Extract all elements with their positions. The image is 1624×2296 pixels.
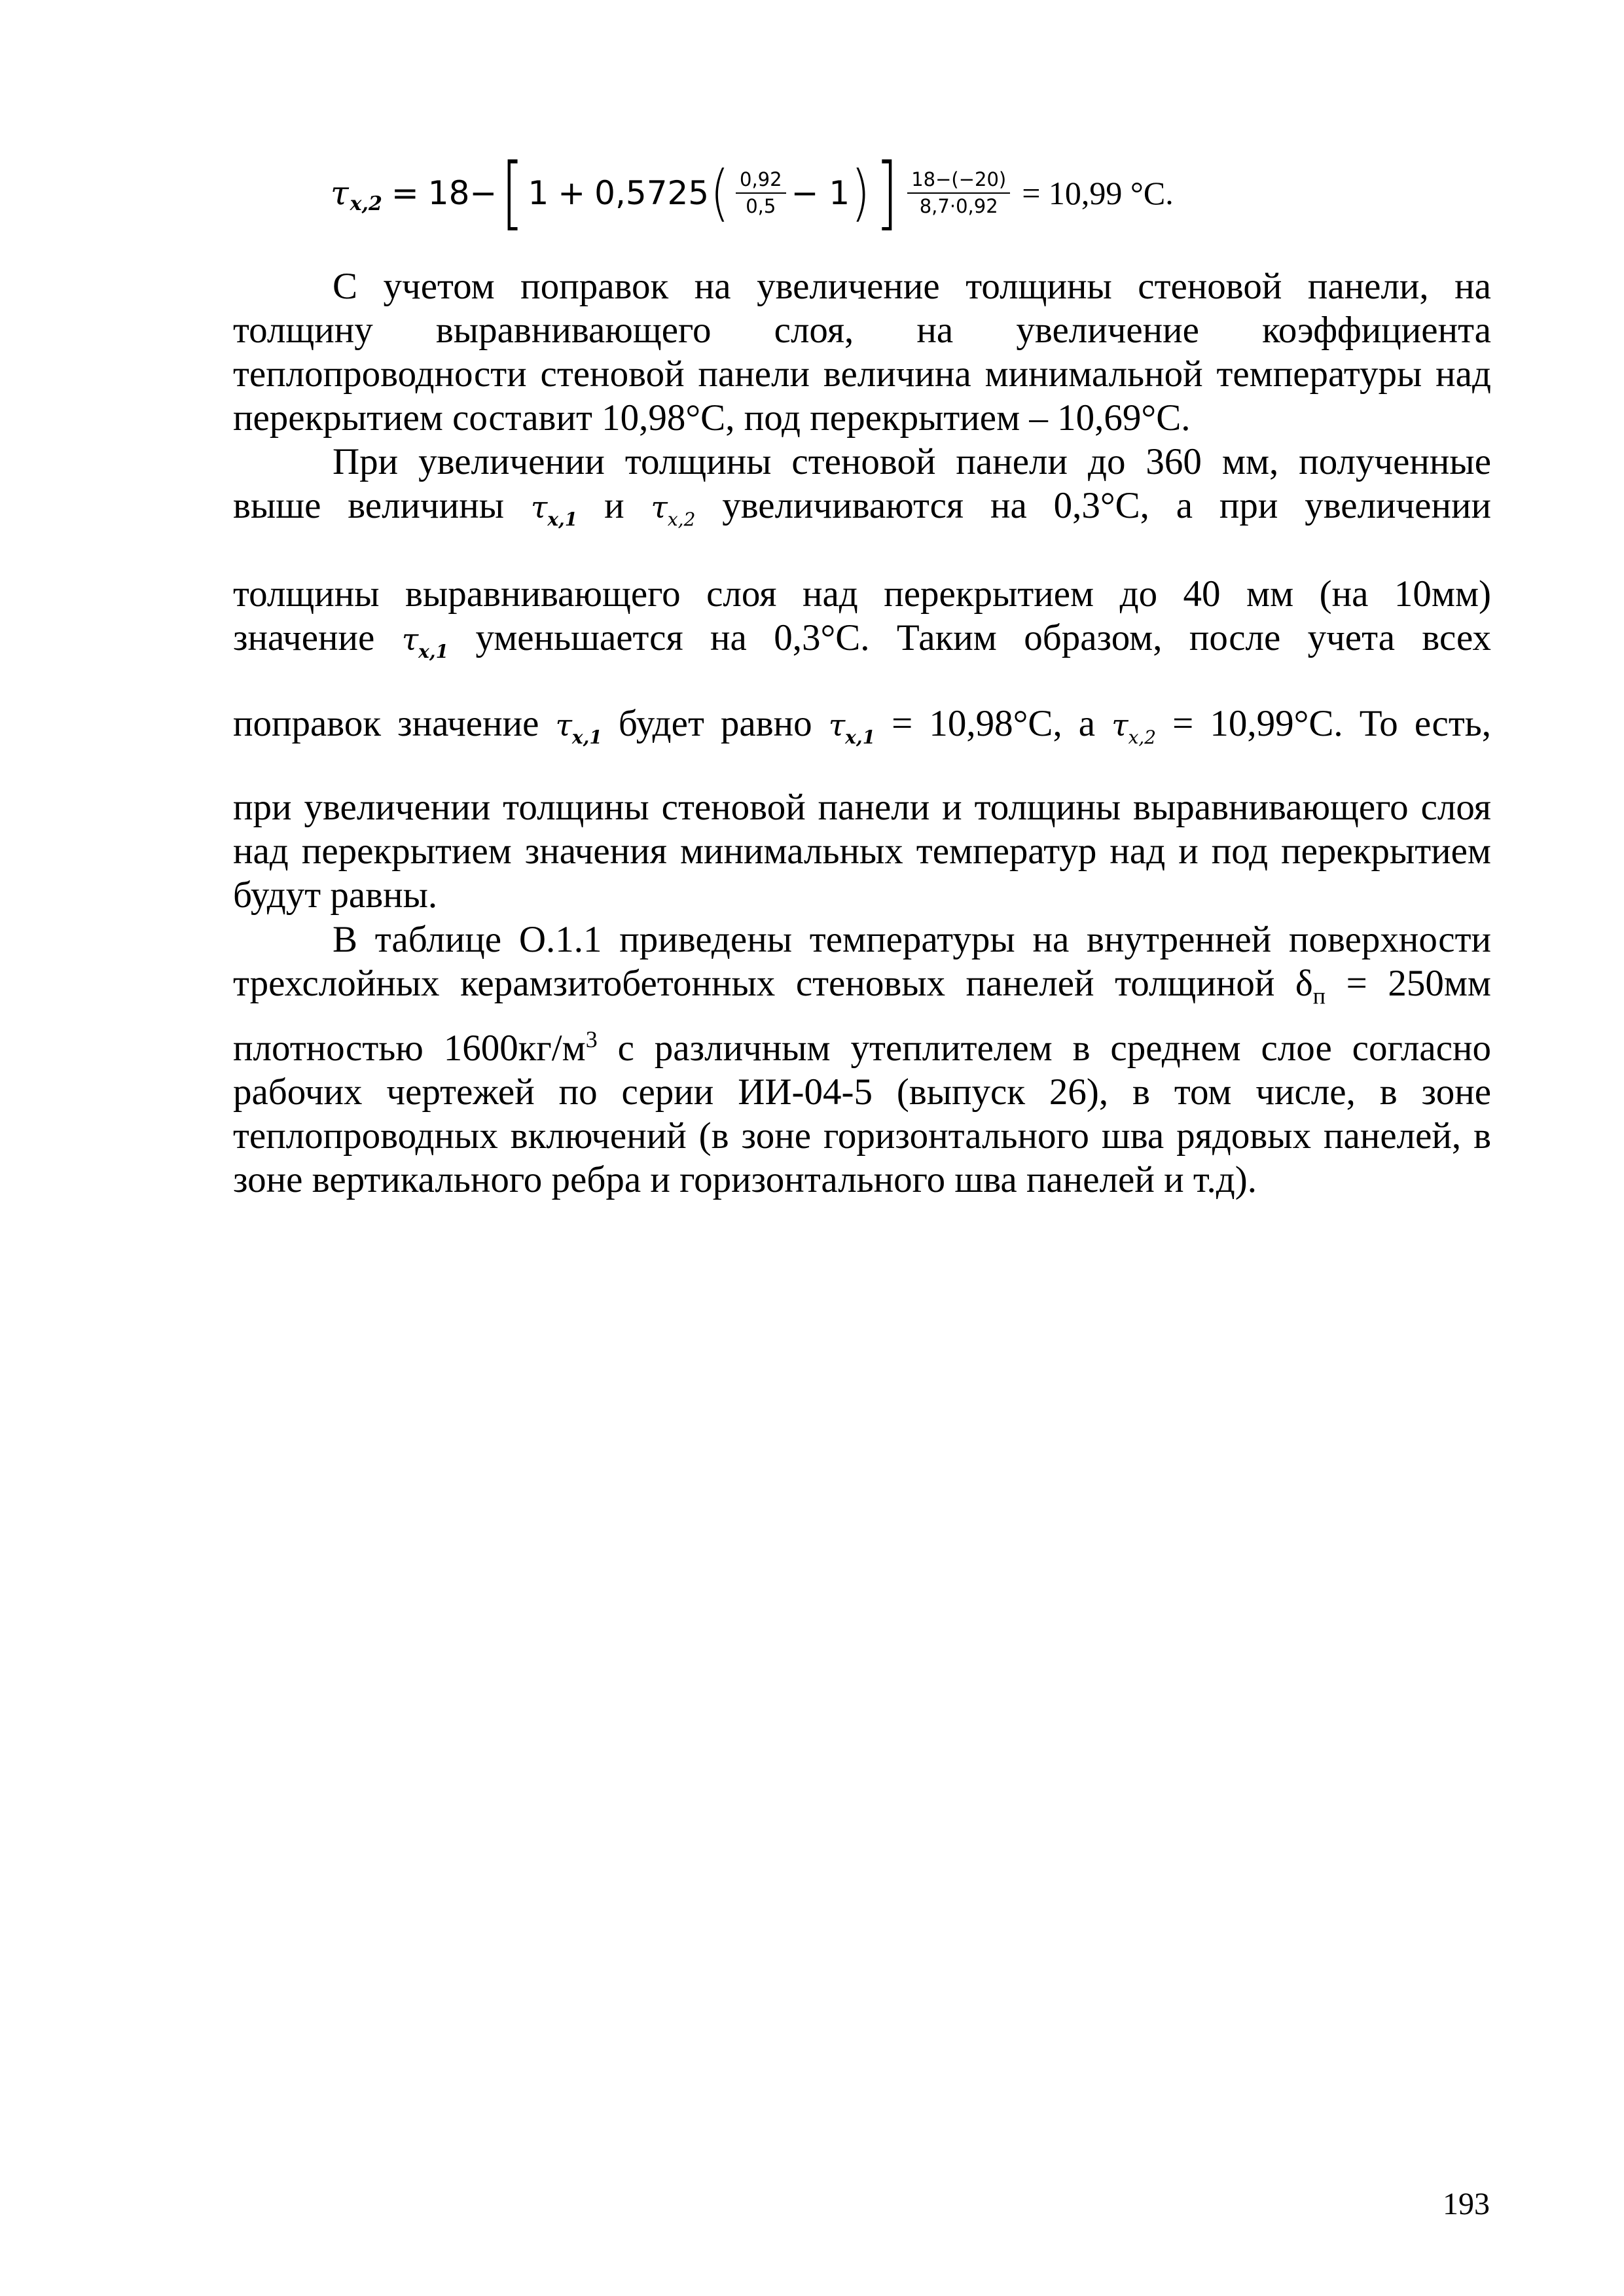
tau-x2-symbol: $\tau_{x,2}$ xyxy=(1111,708,1157,748)
formula-lhs-symbol: τ xyxy=(331,174,349,212)
fraction-2-numerator: 18−(−20) xyxy=(911,168,1007,190)
para2-line-5 xyxy=(233,702,1491,751)
para2-line-2-a: выше величины xyxy=(233,485,505,526)
formula-open-paren: ( xyxy=(710,158,729,228)
tau-x2-symbol: $\tau_{x,2}$ xyxy=(651,490,696,530)
paragraph-3-text: В таблице О.1.1 приведены температуры на внутренней поверхности трехслойных керамзитобетонных стеновых панелей толщиной $\delta_п = 250мм$ плотностью $1600кг/м^3$ с различным утеплителем в среднем слое согласно рабочих чертежей по серии ИИ-04-5 (выпуск 26), в том числе, в зоне теплопроводных включений (в зоне горизонтального шва рядовых панелей, в зоне вертикального ребра и горизонтального шва панелей и т.д). xyxy=(233,919,1491,1201)
para2-line-5-c: = 10,98°С, а xyxy=(892,703,1096,744)
para2-tail: при увеличении толщины стеновой панели и толщины выравнивающего слоя над перекрытием значения минимальных температур над и под перекрытием будут равны. xyxy=(233,787,1491,916)
formula-constant-18: 18 xyxy=(427,174,470,212)
para2-line-5-d: = 10,99°С. То есть, xyxy=(1172,703,1492,744)
para2-line-4-b: уменьшается на 0,3°С. Таким образом, после учета всех xyxy=(475,617,1492,658)
paragraph-1-text: С учетом поправок на увеличение толщины стеновой панели, на толщину выравнивающего слоя, на увеличение коэффициента теплопроводности стеновой панели величина минимальной температуры над перекрытием составит 10,98°С, под перекрытием – 10,69°С. xyxy=(233,266,1491,439)
tau-x1-symbol: $\tau_{x,1}$ xyxy=(530,490,578,530)
fraction-1-numerator: 0,92 xyxy=(740,168,782,190)
formula-lhs-subscript: x,2 xyxy=(350,192,382,215)
formula-equals: = xyxy=(391,174,419,212)
formula-one: 1 xyxy=(528,174,549,212)
formula-plus: + xyxy=(558,174,586,212)
tau-x1-symbol: $\tau_{x,1}$ xyxy=(828,708,876,748)
para2-line-5-a: поправок значение xyxy=(233,703,539,744)
para2-line-4 xyxy=(233,616,1491,666)
delta-subscript: п xyxy=(1312,982,1326,1009)
tau-x1-symbol: $\tau_{x,1}$ xyxy=(555,708,602,748)
para2-line-1: При увеличении толщины стеновой панели до 360 мм, полученные xyxy=(333,441,1491,482)
page-number: 193 xyxy=(1443,2187,1490,2221)
formula-close-bracket: ] xyxy=(875,146,899,240)
para2-line-5-b: будет равно xyxy=(618,703,812,744)
para2-line-2-c: увеличиваются на 0,3°С, а при увеличении xyxy=(722,485,1491,526)
para2-line-2-b: и xyxy=(604,485,624,526)
paragraph-thickness-continued xyxy=(233,572,1491,666)
fraction-1-denominator: 0,5 xyxy=(746,195,776,217)
formula-fraction-1 xyxy=(736,169,786,218)
paragraph-conclusion xyxy=(233,785,1491,917)
formula-open-bracket: [ xyxy=(501,146,524,240)
para2-line-2 xyxy=(233,484,1491,533)
formula-minus-one: − 1 xyxy=(791,174,850,212)
para2-line-3: толщины выравнивающего слоя над перекрытием до 40 мм (на 10мм) xyxy=(233,573,1491,615)
formula-coefficient: 0,5725 xyxy=(594,174,710,212)
formula-minus: − xyxy=(469,174,497,212)
paragraph-table-reference xyxy=(233,918,1491,1202)
paragraph-corrections xyxy=(233,264,1491,440)
formula-tau-x2 xyxy=(331,147,1174,239)
paragraph-thickness-increase xyxy=(233,440,1491,533)
tau-x1-symbol: $\tau_{x,1}$ xyxy=(401,622,449,662)
fraction-2-denominator: 8,7·0,92 xyxy=(919,195,998,217)
formula-fraction-2 xyxy=(907,169,1010,218)
para2-line-4-a: значение xyxy=(233,617,375,658)
formula-close-paren: ) xyxy=(851,158,871,228)
unit-superscript: 3 xyxy=(585,1026,598,1053)
formula-result: = 10,99 °С. xyxy=(1022,175,1174,211)
paragraph-after-corrections xyxy=(233,702,1491,751)
